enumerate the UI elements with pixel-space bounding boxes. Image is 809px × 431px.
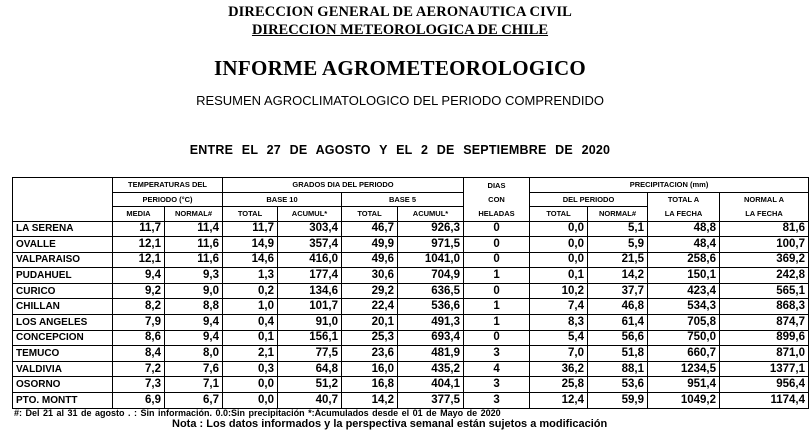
- precip-normal-to-date: 1174,4: [720, 393, 809, 409]
- frost-days: 0: [464, 237, 530, 253]
- precip-total: 0,0: [530, 252, 588, 268]
- b10-total: 1,0: [223, 299, 278, 315]
- b5-total: 49,9: [342, 237, 398, 253]
- b10-acum: 51,2: [278, 377, 342, 393]
- precip-normal-to-date: 369,2: [720, 252, 809, 268]
- precip-total: 7,4: [530, 299, 588, 315]
- b10-acum: 64,8: [278, 361, 342, 377]
- precip-normal: 59,9: [588, 393, 648, 409]
- precip-normal: 21,5: [588, 252, 648, 268]
- frost-days: 0: [464, 221, 530, 237]
- table-row: [13, 315, 809, 331]
- precip-normal: 53,6: [588, 377, 648, 393]
- frost-days: 0: [464, 252, 530, 268]
- col-precip-total: TOTAL: [530, 207, 588, 222]
- b5-acum: 404,1: [398, 377, 464, 393]
- b10-total: 11,7: [223, 221, 278, 237]
- table-row: [13, 330, 809, 346]
- precip-total-to-date: 660,7: [648, 346, 720, 362]
- b5-total: 29,2: [342, 283, 398, 299]
- b5-total: 49,6: [342, 252, 398, 268]
- temp-normal: 11,4: [165, 221, 223, 237]
- table-row: [13, 377, 809, 393]
- precip-normal: 88,1: [588, 361, 648, 377]
- col-heladas: HELADAS: [464, 207, 530, 222]
- temp-normal: 7,6: [165, 361, 223, 377]
- b10-acum: 177,4: [278, 268, 342, 284]
- precip-total-to-date: 1049,2: [648, 393, 720, 409]
- precip-total: 0,0: [530, 237, 588, 253]
- b5-total: 14,2: [342, 393, 398, 409]
- precip-total-to-date: 258,6: [648, 252, 720, 268]
- col-media: MEDIA: [113, 207, 165, 222]
- b10-acum: 303,4: [278, 221, 342, 237]
- office-title: DIRECCION METEOROLOGICA DE CHILE: [251, 22, 549, 38]
- b5-acum: 971,5: [398, 237, 464, 253]
- b10-acum: 134,6: [278, 283, 342, 299]
- table-row: [13, 299, 809, 315]
- temp-normal: 11,6: [165, 237, 223, 253]
- report-period: ENTRE EL 27 DE AGOSTO Y EL 2 DE SEPTIEMBRE DE 2020: [189, 143, 611, 157]
- b10-total: 0,3: [223, 361, 278, 377]
- b5-total: 16,8: [342, 377, 398, 393]
- precip-total: 12,4: [530, 393, 588, 409]
- footer-legend: #: Del 21 al 31 de agosto . : Sin información. 0.0:Sin precipitación *:Acumulados desde el 01 de Mayo de 2020: [14, 408, 501, 418]
- precip-total-to-date: 534,3: [648, 299, 720, 315]
- precip-normal: 5,9: [588, 237, 648, 253]
- frost-days: 0: [464, 283, 530, 299]
- table-row: [13, 361, 809, 377]
- b10-total: 0,0: [223, 377, 278, 393]
- station-name: CONCEPCION: [13, 330, 113, 346]
- b5-acum: 435,2: [398, 361, 464, 377]
- frost-days: 1: [464, 299, 530, 315]
- temp-normal: 7,1: [165, 377, 223, 393]
- col-normal-temp: NORMAL#: [165, 207, 223, 222]
- b10-total: 1,3: [223, 268, 278, 284]
- precip-normal: 14,2: [588, 268, 648, 284]
- b5-total: 25,3: [342, 330, 398, 346]
- station-header-blank: [13, 192, 113, 207]
- station-name: OVALLE: [13, 237, 113, 253]
- precip-normal-to-date: 899,6: [720, 330, 809, 346]
- frost-days: 3: [464, 393, 530, 409]
- frost-days: 3: [464, 346, 530, 362]
- station-name: VALDIVIA: [13, 361, 113, 377]
- station-name: CURICO: [13, 283, 113, 299]
- b10-total: 14,9: [223, 237, 278, 253]
- station-name: OSORNO: [13, 377, 113, 393]
- precip-normal: 51,8: [588, 346, 648, 362]
- precip-normal-to-date: 868,3: [720, 299, 809, 315]
- station-name: LA SERENA: [13, 221, 113, 237]
- table-row: [13, 283, 809, 299]
- b5-total: 22,4: [342, 299, 398, 315]
- table-row: [13, 268, 809, 284]
- precip-total: 36,2: [530, 361, 588, 377]
- col-b5-acum: ACUMUL*: [398, 207, 464, 222]
- station-header-blank: [13, 207, 113, 222]
- report-title: INFORME AGROMETEOROLOGICO: [213, 56, 587, 80]
- precip-normal: 61,4: [588, 315, 648, 331]
- precip-total-to-date: 150,1: [648, 268, 720, 284]
- b5-acum: 693,4: [398, 330, 464, 346]
- b5-acum: 377,5: [398, 393, 464, 409]
- b5-total: 20,1: [342, 315, 398, 331]
- precip-normal: 37,7: [588, 283, 648, 299]
- agromet-table: [12, 177, 809, 409]
- b5-acum: 704,9: [398, 268, 464, 284]
- temp-normal: 8,0: [165, 346, 223, 362]
- b10-acum: 77,5: [278, 346, 342, 362]
- station-name: LOS ANGELES: [13, 315, 113, 331]
- temp-media: 7,3: [113, 377, 165, 393]
- precip-total-to-date: 423,4: [648, 283, 720, 299]
- table-row: [13, 252, 809, 268]
- station-header-blank: [13, 178, 113, 193]
- b5-total: 46,7: [342, 221, 398, 237]
- table-row: [13, 346, 809, 362]
- temp-media: 8,4: [113, 346, 165, 362]
- b10-total: 0,0: [223, 393, 278, 409]
- normal-to-date-header: NORMAL A: [720, 192, 809, 207]
- precip-normal-to-date: 871,0: [720, 346, 809, 362]
- b5-acum: 1041,0: [398, 252, 464, 268]
- b5-acum: 536,6: [398, 299, 464, 315]
- precip-group-header: PRECIPITACION (mm): [530, 178, 809, 193]
- temp-media: 7,9: [113, 315, 165, 331]
- b5-total: 30,6: [342, 268, 398, 284]
- temp-normal: 8,8: [165, 299, 223, 315]
- precip-total-to-date: 48,4: [648, 237, 720, 253]
- precip-total-to-date: 750,0: [648, 330, 720, 346]
- precip-normal: 56,6: [588, 330, 648, 346]
- b5-acum: 481,9: [398, 346, 464, 362]
- agency-title: DIRECCION GENERAL DE AERONAUTICA CIVIL: [228, 4, 572, 20]
- temp-normal: 11,6: [165, 252, 223, 268]
- b10-total: 0,2: [223, 283, 278, 299]
- temp-group-header-2: PERIODO (°C): [113, 192, 223, 207]
- temp-media: 7,2: [113, 361, 165, 377]
- b10-total: 0,4: [223, 315, 278, 331]
- col-normal-to-date: LA FECHA: [720, 207, 809, 222]
- temp-media: 8,6: [113, 330, 165, 346]
- temp-normal: 9,3: [165, 268, 223, 284]
- temp-normal: 9,4: [165, 330, 223, 346]
- b10-acum: 416,0: [278, 252, 342, 268]
- b10-acum: 101,7: [278, 299, 342, 315]
- precip-total: 5,4: [530, 330, 588, 346]
- col-b10-total: TOTAL: [223, 207, 278, 222]
- b10-acum: 156,1: [278, 330, 342, 346]
- temp-media: 11,7: [113, 221, 165, 237]
- b10-acum: 40,7: [278, 393, 342, 409]
- col-b5-total: TOTAL: [342, 207, 398, 222]
- temp-normal: 9,4: [165, 315, 223, 331]
- precip-normal-to-date: 565,1: [720, 283, 809, 299]
- precip-total-to-date: 1234,5: [648, 361, 720, 377]
- precip-normal-to-date: 874,7: [720, 315, 809, 331]
- report-subtitle: RESUMEN AGROCLIMATOLOGICO DEL PERIODO COMPRENDIDO: [196, 93, 604, 108]
- precip-normal: 5,1: [588, 221, 648, 237]
- frost-days-header: DIAS: [464, 178, 530, 193]
- b10-total: 2,1: [223, 346, 278, 362]
- b5-total: 16,0: [342, 361, 398, 377]
- b10-acum: 91,0: [278, 315, 342, 331]
- station-name: CHILLAN: [13, 299, 113, 315]
- station-name: PTO. MONTT: [13, 393, 113, 409]
- b5-acum: 636,5: [398, 283, 464, 299]
- precip-normal-to-date: 81,6: [720, 221, 809, 237]
- b10-acum: 357,4: [278, 237, 342, 253]
- temp-media: 12,1: [113, 237, 165, 253]
- precip-total: 25,8: [530, 377, 588, 393]
- temp-normal: 6,7: [165, 393, 223, 409]
- precip-total: 8,3: [530, 315, 588, 331]
- table-row: [13, 237, 809, 253]
- precip-normal-to-date: 1377,1: [720, 361, 809, 377]
- period-precip-header: DEL PERIODO: [530, 192, 648, 207]
- col-b10-acum: ACUMUL*: [278, 207, 342, 222]
- temp-group-header: TEMPERATURAS DEL: [113, 178, 223, 193]
- col-precip-normal: NORMAL#: [588, 207, 648, 222]
- frost-days: 1: [464, 315, 530, 331]
- temp-media: 12,1: [113, 252, 165, 268]
- temp-media: 9,2: [113, 283, 165, 299]
- precip-total: 7,0: [530, 346, 588, 362]
- precip-total: 0,1: [530, 268, 588, 284]
- table-header: [13, 178, 809, 222]
- gdd-group-header: GRADOS DIA DEL PERIODO: [223, 178, 464, 193]
- total-to-date-header: TOTAL A: [648, 192, 720, 207]
- precip-normal: 46,8: [588, 299, 648, 315]
- b5-total: 23,6: [342, 346, 398, 362]
- col-total-to-date: LA FECHA: [648, 207, 720, 222]
- station-name: PUDAHUEL: [13, 268, 113, 284]
- precip-normal-to-date: 956,4: [720, 377, 809, 393]
- frost-days: 1: [464, 268, 530, 284]
- temp-media: 8,2: [113, 299, 165, 315]
- precip-total: 10,2: [530, 283, 588, 299]
- b5-acum: 926,3: [398, 221, 464, 237]
- table-row: [13, 221, 809, 237]
- base5-header: BASE 5: [342, 192, 464, 207]
- precip-total: 0,0: [530, 221, 588, 237]
- precip-total-to-date: 705,8: [648, 315, 720, 331]
- base10-header: BASE 10: [223, 192, 342, 207]
- b5-acum: 491,3: [398, 315, 464, 331]
- b10-total: 14,6: [223, 252, 278, 268]
- precip-normal-to-date: 100,7: [720, 237, 809, 253]
- b10-total: 0,1: [223, 330, 278, 346]
- station-name: TEMUCO: [13, 346, 113, 362]
- temp-normal: 9,0: [165, 283, 223, 299]
- station-name: VALPARAISO: [13, 252, 113, 268]
- table-body: [13, 221, 809, 408]
- frost-days-header-2: CON: [464, 192, 530, 207]
- table-row: [13, 393, 809, 409]
- precip-normal-to-date: 242,8: [720, 268, 809, 284]
- frost-days: 4: [464, 361, 530, 377]
- temp-media: 6,9: [113, 393, 165, 409]
- frost-days: 3: [464, 377, 530, 393]
- temp-media: 9,4: [113, 268, 165, 284]
- footer-note: Nota : Los datos informados y la perspectiva semanal están sujetos a modificación: [172, 418, 608, 430]
- frost-days: 0: [464, 330, 530, 346]
- precip-total-to-date: 48,8: [648, 221, 720, 237]
- precip-total-to-date: 951,4: [648, 377, 720, 393]
